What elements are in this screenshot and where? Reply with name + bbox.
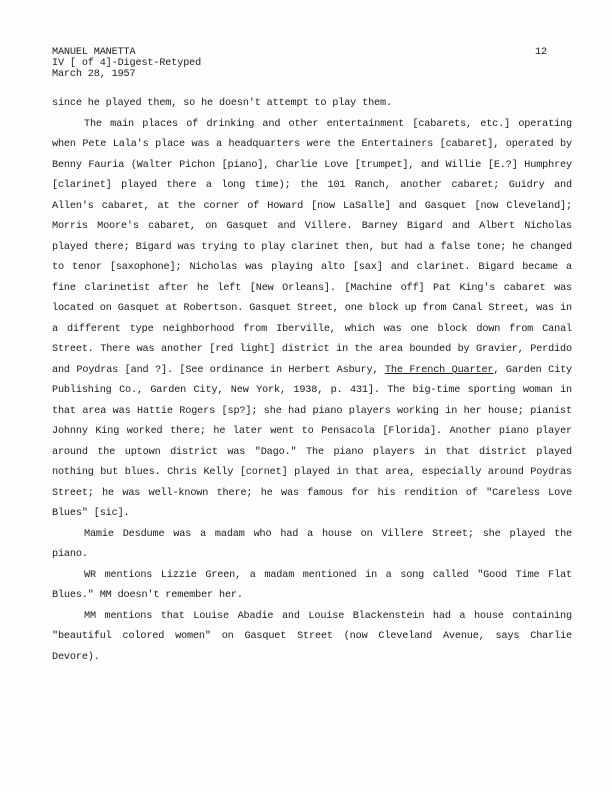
interview-date: March 28, 1957	[52, 69, 136, 80]
book-title: The French Quarter	[384, 364, 494, 376]
document-header	[52, 47, 201, 80]
paragraph-text: MM mentions that Louise Abadie and Louise Blackenstein had a house containing "beautiful colored women" on Gasquet Street (now Cleveland Avenue, says Charlie Devore).	[52, 610, 572, 663]
document-body	[52, 94, 572, 668]
paragraph-3	[52, 525, 572, 566]
paragraph-text: Mamie Desdume was a madam who had a house on Villere Street; she played the piano.	[52, 528, 572, 560]
paragraph-5	[52, 607, 572, 669]
paragraph-text-before-title: The main places of drinking and other entertainment [cabarets, etc.] operating when Pete Lala's place was a headquarters were the Entertainers [cabaret], operated by Benny Fauria (Walter Pichon [piano], Charlie Love [trumpet], and Willie [E.?] Humphrey [clarinet] played there a long time); the 101 Ranch, another cabaret; Guidry and Allen's cabaret, at the corner of Howard [now LaSalle] and Gasquet [now Cleveland]; Morris Moore's cabaret, on Gasquet and Villere. Barney Bigard and Albert Nicholas played there; Bigard was trying to play clarinet then, but had a false tone; he changed to tenor [saxophone]; Nicholas was playing alto [sax] and clarinet. Bigard became a fine clarinetist after he left [New Orleans]. [Machine off] Pat King's cabaret was located on Gasquet at Robertson. Gasquet Street, one block up from Canal Street, was in a different type neighborhood from Iberville, which was one block down from Canal Street. There was another [red light] district in the area bounded by Gravier, Perdido and Poydras [and ?]. [See ordinance in Herbert Asbury,	[52, 118, 572, 376]
paragraph-1	[52, 94, 572, 115]
paragraph-text: WR mentions Lizzie Green, a madam mentioned in a song called "Good Time Flat Blues." MM doesn't remember her.	[52, 569, 572, 601]
paragraph-2	[52, 115, 572, 525]
interviewee-name: MANUEL MANETTA	[52, 47, 136, 58]
paragraph-4	[52, 566, 572, 607]
reel-label: IV [ of 4]-Digest-Retyped	[52, 58, 202, 69]
page-number: 12	[535, 47, 547, 58]
paragraph-text: since he played them, so he doesn't attempt to play them.	[52, 98, 392, 109]
paragraph-text-after-title: , Garden City Publishing Co., Garden City, New York, 1938, p. 431]. The big-time sporting woman in that area was Hattie Rogers [sp?]; she had piano players working in her house; pianist Johnny King worked there; he later went to Pensacola [Florida]. Another piano player around the uptown district was "Dago." The piano players in that district played nothing but blues. Chris Kelly [cornet] played in that area, especially around Poydras Street; he was well-known there; he was famous for his rendition of "Careless Love Blues" [sic].	[52, 364, 573, 519]
